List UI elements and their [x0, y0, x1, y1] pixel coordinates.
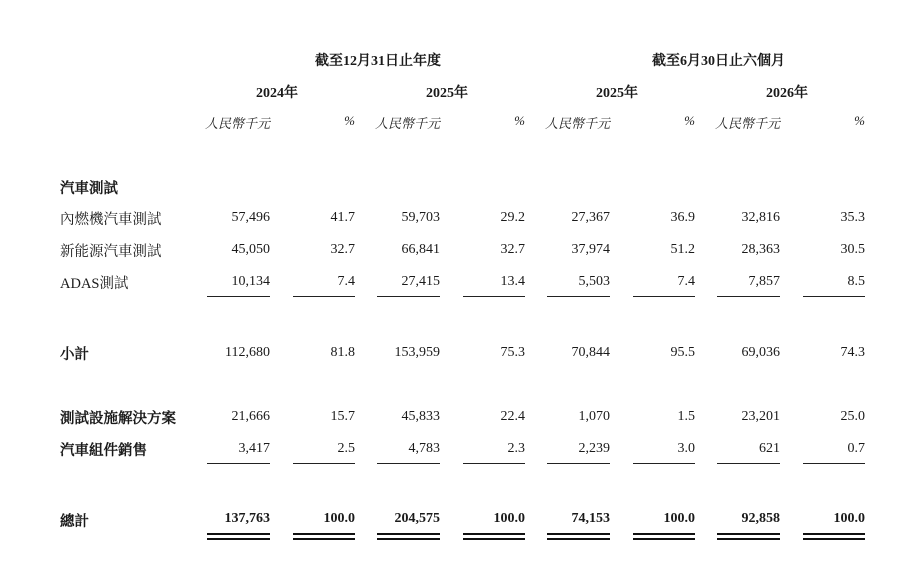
cell: 2,239 — [578, 441, 610, 456]
subtotal-rule — [377, 296, 440, 297]
cell: 32.7 — [330, 242, 355, 257]
unit-amount-3: 人民幣千元 — [544, 116, 610, 131]
cell: 8.5 — [847, 274, 865, 289]
cell: 7.4 — [337, 274, 355, 289]
row-label-ice-testing: 內燃機汽車測試 — [60, 212, 162, 228]
cell: 100.0 — [323, 511, 355, 526]
cell: 25.0 — [840, 409, 865, 424]
total-rule — [207, 463, 270, 464]
cell: 5,503 — [578, 274, 610, 289]
cell: 21,666 — [231, 409, 270, 424]
year-header-1: 2024年 — [256, 86, 298, 101]
year-header-4: 2026年 — [766, 86, 808, 101]
cell: 137,763 — [224, 511, 270, 526]
cell: 10,134 — [231, 274, 270, 289]
cell: 2.3 — [507, 441, 525, 456]
cell: 81.8 — [330, 345, 355, 360]
cell: 27,367 — [571, 210, 610, 225]
total-double-rule — [803, 533, 865, 535]
cell: 112,680 — [225, 345, 270, 360]
subtotal-rule — [803, 296, 865, 297]
unit-pct-3: % — [684, 113, 695, 128]
cell: 15.7 — [330, 409, 355, 424]
cell: 4,783 — [408, 441, 440, 456]
total-rule — [377, 463, 440, 464]
cell: 1.5 — [677, 409, 695, 424]
cell: 27,415 — [401, 274, 440, 289]
cell: 30.5 — [840, 242, 865, 257]
unit-pct-4: % — [854, 113, 865, 128]
cell: 1,070 — [578, 409, 610, 424]
unit-pct-2: % — [514, 113, 525, 128]
cell: 100.0 — [833, 511, 865, 526]
row-label-adas-testing: ADAS測試 — [60, 276, 129, 292]
cell: 100.0 — [663, 511, 695, 526]
row-label-vehicle-testing: 汽車測試 — [60, 181, 118, 197]
cell: 7.4 — [677, 274, 695, 289]
unit-amount-2: 人民幣千元 — [374, 116, 440, 131]
total-double-rule — [463, 538, 525, 540]
total-rule — [547, 463, 610, 464]
cell: 29.2 — [500, 210, 525, 225]
cell: 74,153 — [571, 511, 610, 526]
cell: 45,050 — [231, 242, 270, 257]
total-double-rule — [377, 533, 440, 535]
cell: 13.4 — [500, 274, 525, 289]
cell: 621 — [759, 441, 780, 456]
cell: 7,857 — [748, 274, 780, 289]
cell: 153,959 — [394, 345, 440, 360]
cell: 74.3 — [840, 345, 865, 360]
row-label-component-sales: 汽車組件銷售 — [60, 443, 147, 459]
row-label-subtotal: 小計 — [60, 347, 89, 363]
cell: 22.4 — [500, 409, 525, 424]
cell: 32,816 — [741, 210, 780, 225]
cell: 3,417 — [238, 441, 270, 456]
subtotal-rule — [293, 296, 355, 297]
cell: 3.0 — [677, 441, 695, 456]
subtotal-rule — [633, 296, 695, 297]
total-double-rule — [207, 533, 270, 535]
cell: 37,974 — [571, 242, 610, 257]
cell: 100.0 — [493, 511, 525, 526]
cell: 36.9 — [670, 210, 695, 225]
total-rule — [633, 463, 695, 464]
cell: 92,858 — [741, 511, 780, 526]
cell: 23,201 — [741, 409, 780, 424]
cell: 32.7 — [500, 242, 525, 257]
cell: 57,496 — [231, 210, 270, 225]
total-double-rule — [633, 538, 695, 540]
total-double-rule — [717, 533, 780, 535]
subtotal-rule — [547, 296, 610, 297]
subtotal-rule — [463, 296, 525, 297]
cell: 2.5 — [337, 441, 355, 456]
total-rule — [463, 463, 525, 464]
cell: 204,575 — [394, 511, 440, 526]
cell: 95.5 — [670, 345, 695, 360]
unit-pct-1: % — [344, 113, 355, 128]
total-double-rule — [207, 538, 270, 540]
cell: 41.7 — [330, 210, 355, 225]
cell: 69,036 — [741, 345, 780, 360]
total-double-rule — [377, 538, 440, 540]
row-label-test-facility-solutions: 測試設施解決方案 — [60, 411, 176, 427]
total-rule — [717, 463, 780, 464]
subtotal-rule — [207, 296, 270, 297]
cell: 70,844 — [571, 345, 610, 360]
cell: 75.3 — [500, 345, 525, 360]
subtotal-rule — [717, 296, 780, 297]
total-double-rule — [547, 538, 610, 540]
year-header-3: 2025年 — [596, 86, 638, 101]
unit-amount-1: 人民幣千元 — [204, 116, 270, 131]
total-double-rule — [717, 538, 780, 540]
cell: 66,841 — [401, 242, 440, 257]
total-double-rule — [547, 533, 610, 535]
cell: 59,703 — [401, 210, 440, 225]
group-header-annual: 截至12月31日止年度 — [315, 54, 441, 69]
cell: 0.7 — [847, 441, 865, 456]
total-double-rule — [293, 533, 355, 535]
cell: 35.3 — [840, 210, 865, 225]
group-header-interim: 截至6月30日止六個月 — [652, 54, 785, 69]
row-label-nev-testing: 新能源汽車測試 — [60, 244, 162, 260]
cell: 51.2 — [670, 242, 695, 257]
total-rule — [803, 463, 865, 464]
unit-amount-4: 人民幣千元 — [714, 116, 780, 131]
total-double-rule — [463, 533, 525, 535]
cell: 28,363 — [741, 242, 780, 257]
total-double-rule — [633, 533, 695, 535]
row-label-total: 總計 — [60, 514, 89, 530]
cell: 45,833 — [401, 409, 440, 424]
total-double-rule — [803, 538, 865, 540]
total-rule — [293, 463, 355, 464]
total-double-rule — [293, 538, 355, 540]
year-header-2: 2025年 — [426, 86, 468, 101]
